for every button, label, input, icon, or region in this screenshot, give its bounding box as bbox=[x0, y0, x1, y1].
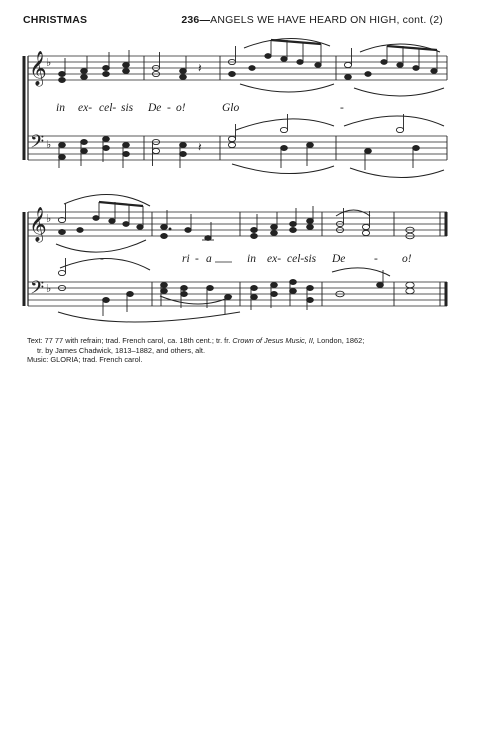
lyric-syllable: ex- bbox=[78, 102, 93, 114]
flat-key-icon: ♭ bbox=[46, 56, 52, 69]
system1-slurs bbox=[232, 38, 444, 177]
system2-bass-staff bbox=[28, 282, 447, 306]
system1-barlines bbox=[144, 56, 447, 160]
lyric-syllable: sis bbox=[304, 253, 317, 265]
hymn-credits bbox=[27, 336, 447, 365]
system1-lyrics bbox=[56, 102, 344, 114]
source-work-title: Crown of Jesus Music, II, bbox=[232, 336, 315, 345]
lyric-syllable: o! bbox=[176, 102, 186, 114]
bass-clef-icon: 𝄢 bbox=[30, 132, 45, 157]
lyric-syllable: in bbox=[56, 102, 65, 114]
lyric-syllable: - bbox=[374, 253, 378, 265]
system-brackets bbox=[24, 56, 28, 306]
system2-lyrics bbox=[100, 253, 412, 265]
section-title: CHRISTMAS bbox=[23, 14, 88, 26]
text-credit-a: Text: 77 77 with refrain; trad. French carol, ca. 18th cent.; tr. fr. bbox=[27, 336, 231, 345]
flat-key-icon: ♭ bbox=[46, 282, 52, 295]
lyric-syllable: a bbox=[206, 253, 212, 265]
lyric-syllable: De bbox=[332, 253, 346, 265]
svg-text:𝄽: 𝄽 bbox=[198, 140, 202, 154]
bass-clef-icon: 𝄢 bbox=[30, 278, 45, 303]
system2-treble-notes bbox=[58, 202, 414, 240]
lyric-syllable: De bbox=[148, 102, 162, 114]
text-credit-b: London, 1862; bbox=[317, 336, 365, 345]
treble-clef-icon: 𝄞 bbox=[29, 51, 47, 86]
lyric-syllable: cel- bbox=[287, 253, 305, 265]
lyric-syllable: - bbox=[340, 102, 344, 114]
music-credit-line: Music: GLORIA; trad. French carol. bbox=[27, 355, 143, 365]
lyric-syllable: in bbox=[247, 253, 256, 265]
lyric-syllable: o! bbox=[402, 253, 412, 265]
hymn-dash: — bbox=[199, 14, 211, 26]
music-score bbox=[0, 0, 480, 330]
lyric-syllable: - bbox=[100, 253, 104, 265]
lyric-syllable: - bbox=[195, 253, 199, 265]
system2-treble-staff bbox=[28, 212, 447, 236]
hymn-title: ANGELS WE HAVE HEARD ON HIGH, cont. (2) bbox=[210, 14, 443, 26]
text-credit-line bbox=[27, 336, 447, 346]
flat-key-icon: ♭ bbox=[46, 138, 52, 151]
lyric-syllable: ex- bbox=[267, 253, 282, 265]
lyric-syllable: sis bbox=[121, 102, 134, 114]
treble-clef-icon: 𝄞 bbox=[29, 207, 47, 242]
flat-key-icon: ♭ bbox=[46, 212, 52, 225]
hymn-number: 236 bbox=[181, 14, 200, 26]
lyric-syllable: Glo bbox=[222, 102, 240, 114]
lyric-syllable: - bbox=[167, 102, 171, 114]
system1-bass-staff bbox=[28, 136, 447, 160]
svg-text:𝄽: 𝄽 bbox=[198, 61, 202, 75]
translator-line: tr. by James Chadwick, 1813–1882, and others, alt. bbox=[37, 345, 206, 355]
system2-bass-notes bbox=[58, 258, 414, 316]
lyric-syllable: ri bbox=[182, 253, 190, 265]
lyric-syllable: cel- bbox=[99, 102, 117, 114]
